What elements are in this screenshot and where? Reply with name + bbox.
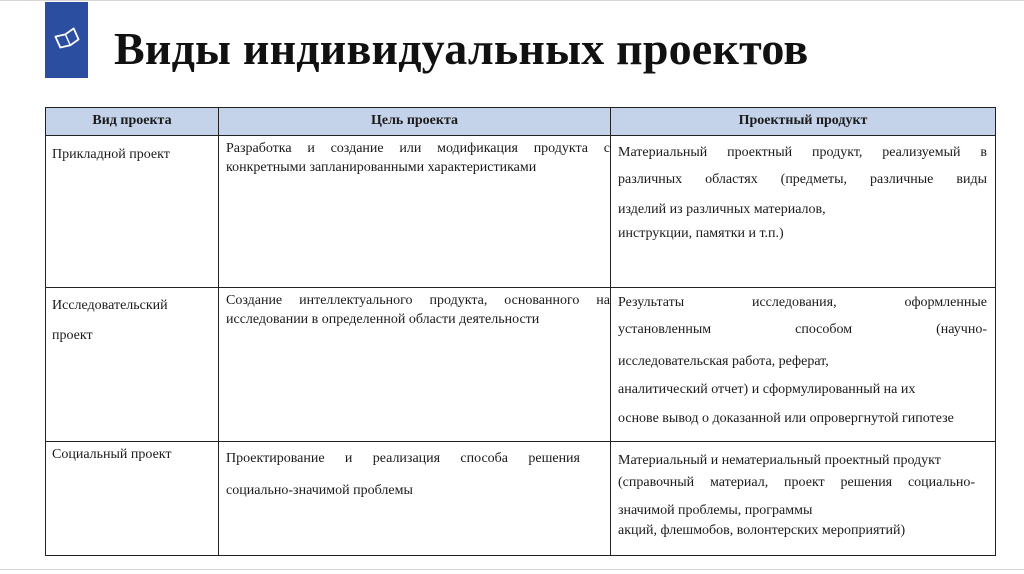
cell-line: акций, флешмобов, волонтерских мероприятий)	[618, 523, 906, 539]
project-types-table	[45, 107, 996, 556]
cell-line: Создание интеллектуального продукта, основанного на	[226, 293, 610, 309]
table-row	[46, 135, 996, 287]
cell-line: (справочный материал, проект решения социально-	[618, 475, 975, 491]
cell-line: Социальный проект	[52, 447, 172, 463]
project-goal-cell	[219, 442, 611, 556]
bottom-divider	[0, 569, 1024, 570]
table-header-row	[46, 108, 996, 136]
table-row	[46, 442, 996, 556]
cell-line: конкретными запланированными характеристиками	[226, 159, 537, 175]
cell-line: Материальный проектный продукт, реализуемый в	[618, 144, 987, 160]
cell-line: проект	[52, 328, 93, 344]
project-product-cell	[611, 288, 996, 442]
project-product-cell	[611, 135, 996, 287]
top-divider	[0, 0, 1024, 1]
cell-line: исследовательская работа, реферат,	[618, 354, 829, 370]
column-header-type: Вид проекта	[46, 108, 219, 136]
cell-line: социально-значимой проблемы	[226, 483, 413, 499]
project-goal-cell	[219, 135, 611, 287]
cell-line: различных областях (предметы, различные виды	[618, 171, 987, 187]
page-title: Виды индивидуальных проектов	[114, 23, 809, 74]
project-goal-cell	[219, 288, 611, 442]
cell-line: Разработка и создание или модификация продукта с	[226, 140, 610, 156]
cell-line: Материальный и нематериальный проектный продукт	[618, 453, 941, 469]
cell-line: значимой проблемы, программы	[618, 503, 813, 519]
cell-line: изделий из различных материалов,	[618, 201, 826, 217]
cell-line: Исследовательский	[52, 298, 168, 314]
column-header-product: Проектный продукт	[611, 108, 996, 136]
title-badge	[45, 2, 88, 78]
cell-line: Результаты исследования, оформленные	[618, 295, 987, 311]
project-product-cell	[611, 442, 996, 556]
book-icon	[54, 27, 80, 54]
project-type-cell	[46, 442, 219, 556]
column-header-goal: Цель проекта	[219, 108, 611, 136]
cell-line: Проектирование и реализация способа решения	[226, 451, 580, 467]
cell-line: аналитический отчет) и сформулированный на их	[618, 382, 916, 398]
cell-line: исследовании в определенной области деятельности	[226, 312, 540, 328]
cell-line: установленным способом (научно-	[618, 322, 987, 338]
project-type-cell	[46, 135, 219, 287]
cell-line: инструкции, памятки и т.п.)	[618, 225, 784, 241]
table-row	[46, 288, 996, 442]
cell-line: Прикладной проект	[52, 146, 170, 162]
cell-line: основе вывод о доказанной или опровергнутой гипотезе	[618, 411, 954, 427]
project-type-cell	[46, 288, 219, 442]
